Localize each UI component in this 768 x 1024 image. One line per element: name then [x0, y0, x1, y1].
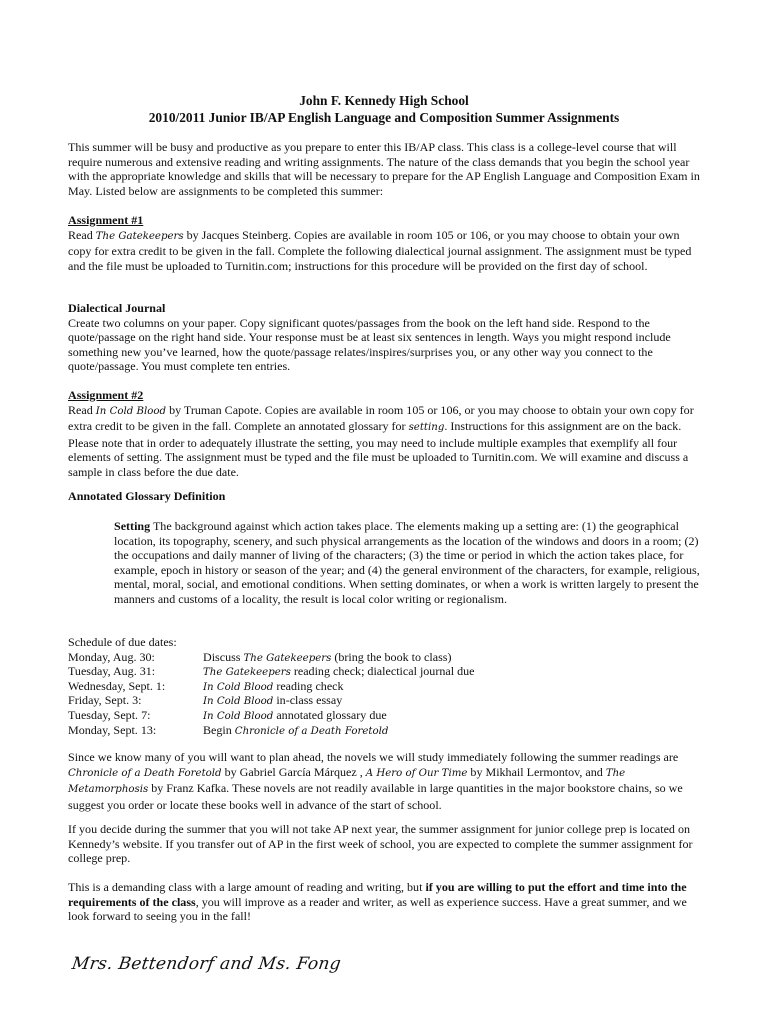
schedule-date: Wednesday, Sept. 1:: [68, 678, 166, 693]
school-name: John F. Kennedy High School: [299, 93, 469, 108]
assignment-2-body-a: by Truman Capote. Copies are available in room 105 or 106, or you may choose to obtain your own copy for extra credit to be given in the fall. Complete an annotated glossary for: [68, 402, 694, 434]
paragraph-text: by Mikhail Lermontov, and: [467, 764, 606, 779]
assignment-1-heading: Assignment #1: [68, 213, 144, 227]
glossary-definition: [114, 519, 706, 607]
paragraph-text: by Gabriel García Márquez ,: [221, 764, 366, 779]
journal-body: Create two columns on your paper. Copy significant quotes/passages from the book on the left hand side. Respond to the quote/passage on the right hand side. Your response must be at least six sentences in length. Ways you might respond include something new you’ve learned, how the quote/passage relates/inspires/surprises you, or any other way you connect to the quote/passage. You must complete ten entries.: [68, 315, 671, 374]
schedule-date: Monday, Sept. 13:: [68, 722, 157, 737]
book-title: The Gatekeepers: [243, 652, 332, 664]
book-title: In Cold Blood: [203, 710, 274, 722]
schedule-row: [68, 650, 474, 665]
college-prep-paragraph: If you decide during the summer that you will not take AP next year, the summer assignment for junior college prep is located on Kennedy’s website. If you transfer out of AP in the first week of school, you are expected to complete the summer assignment for college prep.: [68, 822, 693, 866]
paragraph-text: , you will improve as a reader and writer, as well as experience success. Have a great summer, and we look forward to seeing you in the fall!: [68, 894, 687, 924]
glossary-term: Setting: [114, 519, 151, 533]
schedule-task: annotated glossary due: [273, 707, 387, 722]
schedule-row: [68, 708, 474, 723]
emphasis-text: if you are willing to put the effort and time into the requirements of the class: [68, 880, 687, 909]
schedule-date: Tuesday, Aug. 31:: [68, 664, 156, 679]
assignment-2-heading: Assignment #2: [68, 388, 144, 402]
closing-paragraph: [68, 880, 704, 924]
paragraph-text: This is a demanding class with a large amount of reading and writing, but: [68, 880, 426, 894]
assignment-1-section: [68, 213, 704, 273]
assignment-2-body-b: . Instructions for this assignment are on the back. Please note that in order to adequately illustrate the setting, you may need to include multiple examples that exemplify all four elements of setting. The assignment must be typed and the file must be uploaded to Turnitin.com. We will examine and discuss a sample in class before the due date.: [68, 419, 689, 479]
schedule-task: (bring the book to class): [331, 649, 452, 664]
setting-word: setting: [408, 422, 445, 434]
schedule-task: Begin: [203, 722, 235, 737]
schedule-row: [68, 664, 474, 679]
book-title: The Metamorphosis: [68, 767, 626, 796]
book-title: In Cold Blood: [203, 681, 274, 693]
read-word: Read: [68, 402, 96, 417]
book-title: A Hero of Our Time: [365, 767, 468, 779]
schedule-task: reading check; dialectical journal due: [290, 664, 475, 679]
read-word: Read: [68, 227, 96, 242]
document-title: 2010/2011 Junior IB/AP English Language and Composition Summer Assignments: [148, 110, 620, 125]
schedule-date: Tuesday, Sept. 7:: [68, 707, 151, 722]
plan-ahead-paragraph: [68, 750, 704, 812]
schedule-row: [68, 679, 474, 694]
book-title: The Gatekeepers: [203, 667, 291, 679]
schedule: [68, 635, 474, 737]
book-title: The Gatekeepers: [95, 230, 184, 242]
glossary-text: The background against which action takes place. The elements making up a setting are: (1) the geographical location, its topography, scenery, and such physical arrangements as the location of the windows and doors in a room; (2) the occupations and daily manner of living of the characters; (3) the time or period in which the action takes place, for example, epoch in history or season of the year; and (4) the general environment of the characters, for example, religious, mental, moral, social, and emotional conditions. When setting dominates, or when a work is written largely to present the manners and customs of a locality, the result is local color writing or regionalism.: [114, 519, 700, 606]
intro-paragraph: This summer will be busy and productive as you prepare to enter this IB/AP class. This class is a college-level course that will require numerous and extensive reading and writing assignments. The nature of the class demands that you begin the school year with the appropriate knowledge and skills that will be necessary to prepare for the AP English Language and Composition Exam in May. Listed below are assignments to be completed this summer:: [68, 140, 700, 198]
assignment-1-body: by Jacques Steinberg. Copies are available in room 105 or 106, or you may choose to obtain your own copy for extra credit to be given in the fall. Complete the following dialectical journal assignment. The assignment must be typed and the file must be uploaded to Turnitin.com; instructions for this procedure will be provided on the first day of school.: [68, 227, 692, 273]
schedule-heading: Schedule of due dates:: [68, 635, 177, 649]
journal-heading: Dialectical Journal: [68, 301, 166, 315]
book-title: Chronicle of a Death Foretold: [234, 725, 389, 737]
schedule-row: [68, 723, 474, 738]
schedule-date: Friday, Sept. 3:: [68, 693, 142, 708]
signature: Mrs. Bettendorf and Ms. Fong: [70, 954, 343, 974]
book-title: In Cold Blood: [203, 696, 274, 708]
book-title: Chronicle of a Death Foretold: [68, 767, 222, 779]
assignment-2-section: [68, 388, 704, 480]
schedule-task: reading check: [273, 678, 344, 693]
schedule-task: in-class essay: [273, 693, 343, 708]
paragraph-text: by Franz Kafka. These novels are not readily available in large quantities in the major bookstore chains, so we suggest you order or locate these books well in advance of the start of school.: [68, 781, 683, 812]
schedule-row: [68, 693, 474, 708]
glossary-heading: Annotated Glossary Definition: [68, 489, 226, 503]
schedule-date: Monday, Aug. 30:: [68, 649, 155, 664]
book-title: In Cold Blood: [95, 405, 167, 417]
schedule-task: Discuss: [203, 649, 244, 664]
paragraph-text: Since we know many of you will want to plan ahead, the novels we will study immediately following the summer readings are: [68, 750, 679, 764]
journal-section: [68, 301, 704, 374]
